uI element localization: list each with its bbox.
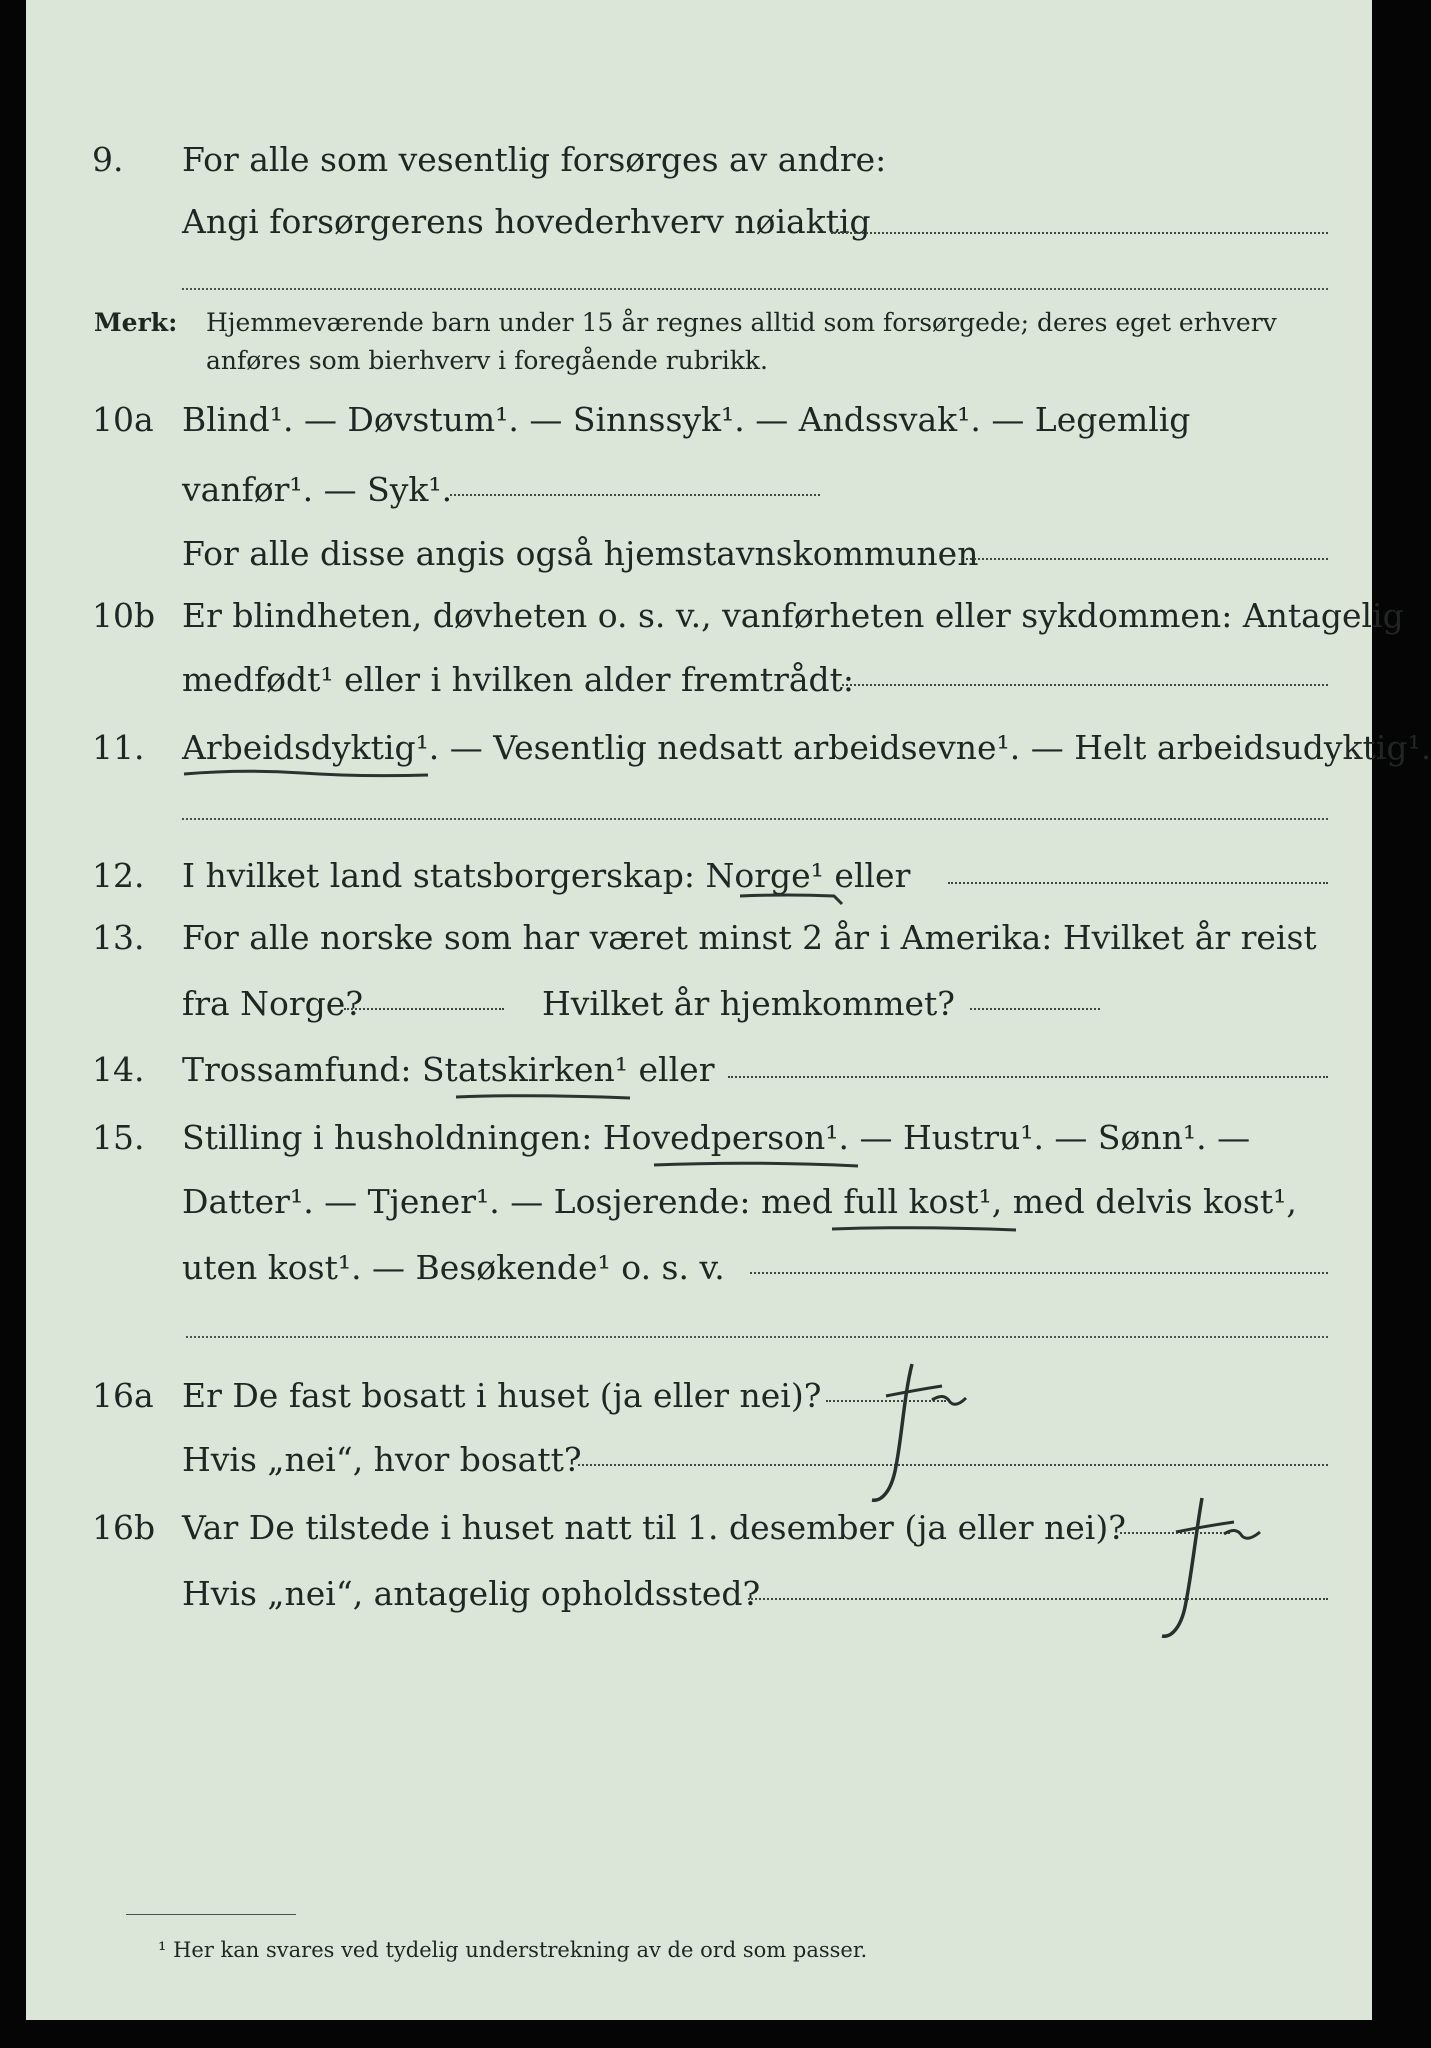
q15-text-3: Datter¹. — Tjener¹. — Losjerende:: [182, 1182, 761, 1221]
q16b-text-2: Hvis „nei“, antagelig opholdssted?: [182, 1574, 761, 1613]
census-form-page: [26, 0, 1431, 2020]
q13-year-left-line[interactable]: [344, 1008, 504, 1010]
merk-label: Merk:: [94, 308, 178, 337]
q15-hovedperson-underline: [652, 1158, 862, 1172]
q11-option-arbeidsdyktig[interactable]: Arbeidsdyktig¹.: [182, 728, 440, 767]
q10a-text-3: For alle disse angis også hjemstavnskommunen: [182, 534, 979, 573]
q14-option-statskirken[interactable]: Statskirken¹: [421, 1050, 629, 1089]
q10a-answer-line[interactable]: [450, 494, 820, 496]
q13-text-hjemkommet: Hvilket år hjemkommet?: [542, 984, 955, 1023]
q11-number: 11.: [92, 728, 145, 767]
q16b-text: Var De tilstede i huset natt til 1. desember (ja eller nei)?: [182, 1508, 1126, 1547]
q9-answer-line[interactable]: [831, 232, 1328, 234]
q14-handwritten-underline: [454, 1090, 634, 1104]
q10a-home-municipality-line[interactable]: [961, 558, 1328, 560]
q15-number: 15.: [92, 1118, 145, 1157]
merk-text: Hjemmeværende barn under 15 år regnes alltid som forsørgede; deres eget erhverv: [206, 308, 1277, 337]
q15-text-2: . — Hustru¹. — Sønn¹. —: [838, 1118, 1251, 1157]
footnote-separator: [126, 1914, 296, 1915]
q15-option-full-kost[interactable]: med full kost¹: [760, 1182, 992, 1221]
q15-full-kost-underline: [830, 1222, 1020, 1236]
q16a-number: 16a: [92, 1376, 154, 1415]
q10a-text: Blind¹. — Døvstum¹. — Sinnssyk¹. — Andssvak¹. — Legemlig: [182, 400, 1191, 439]
q9-extra-line[interactable]: [182, 288, 1328, 290]
q15-text-5: uten kost¹. — Besøkende¹ o. s. v.: [182, 1248, 725, 1287]
q12-number: 12.: [92, 856, 145, 895]
q15-option-hovedperson[interactable]: Hovedperson¹: [602, 1118, 839, 1157]
merk-text-2: anføres som bierhverv i foregående rubrikk.: [206, 346, 768, 375]
q13-text: For alle norske som har været minst 2 år i Amerika: Hvilket år reist: [182, 918, 1317, 957]
q12-answer-line[interactable]: [948, 882, 1328, 884]
q10a-text-2: vanfør¹. — Syk¹.: [182, 470, 453, 509]
q12-text: I hvilket land statsborgerskap:: [182, 856, 706, 895]
q15-extra-line[interactable]: [186, 1336, 1328, 1338]
q11-extra-line[interactable]: [182, 818, 1328, 820]
q12-handwritten-underline: [738, 890, 848, 908]
q14-answer-line[interactable]: [728, 1076, 1328, 1078]
q14-number: 14.: [92, 1050, 145, 1089]
q16b-answer-text: Ja: [1136, 1473, 1152, 1492]
q9-text: For alle som vesentlig forsørges av andre:: [182, 140, 887, 179]
q9-number: 9.: [92, 140, 124, 179]
q13-number: 13.: [92, 918, 145, 957]
q10b-text-2: medfødt¹ eller i hvilken alder fremtrådt:: [182, 660, 855, 699]
q13-text-reist: fra Norge?: [182, 984, 364, 1023]
q10b-number: 10b: [92, 596, 156, 635]
q10a-number: 10a: [92, 400, 154, 439]
q10b-answer-line[interactable]: [842, 684, 1328, 686]
q10b-text: Er blindheten, døvheten o. s. v., vanførheten eller sykdommen: Antagelig: [182, 596, 1404, 635]
q9-text-2: Angi forsørgerens hovederhverv nøiaktig: [182, 202, 871, 241]
q16a-text-2: Hvis „nei“, hvor bosatt?: [182, 1440, 582, 1479]
q11-text: — Vesentlig nedsatt arbeidsevne¹. — Helt arbeidsudyktig¹.: [439, 728, 1431, 767]
q16b-handwritten-answer: [1136, 1473, 1276, 1648]
q13-year-returned-line[interactable]: [970, 1008, 1100, 1010]
footnote-text: ¹ Her kan svares ved tydelig understrekning av de ord som passer.: [158, 1938, 868, 1962]
q12-text-eller: eller: [823, 856, 911, 895]
q11-handwritten-underline: [182, 766, 432, 782]
q16a-text: Er De fast bosatt i huset (ja eller nei)?: [182, 1376, 822, 1415]
q16b-number: 16b: [92, 1508, 156, 1547]
q12-option-norge[interactable]: Norge¹: [705, 856, 824, 895]
q16a-handwritten-answer: [846, 1341, 976, 1516]
q15-answer-line[interactable]: [750, 1272, 1328, 1274]
q14-text-eller: eller: [628, 1050, 715, 1089]
q14-text: Trossamfund:: [182, 1050, 422, 1089]
q16a-answer-text: Ja: [846, 1341, 862, 1360]
q15-text: Stilling i husholdningen:: [182, 1118, 603, 1157]
q15-text-4: , med delvis kost¹,: [991, 1182, 1297, 1221]
